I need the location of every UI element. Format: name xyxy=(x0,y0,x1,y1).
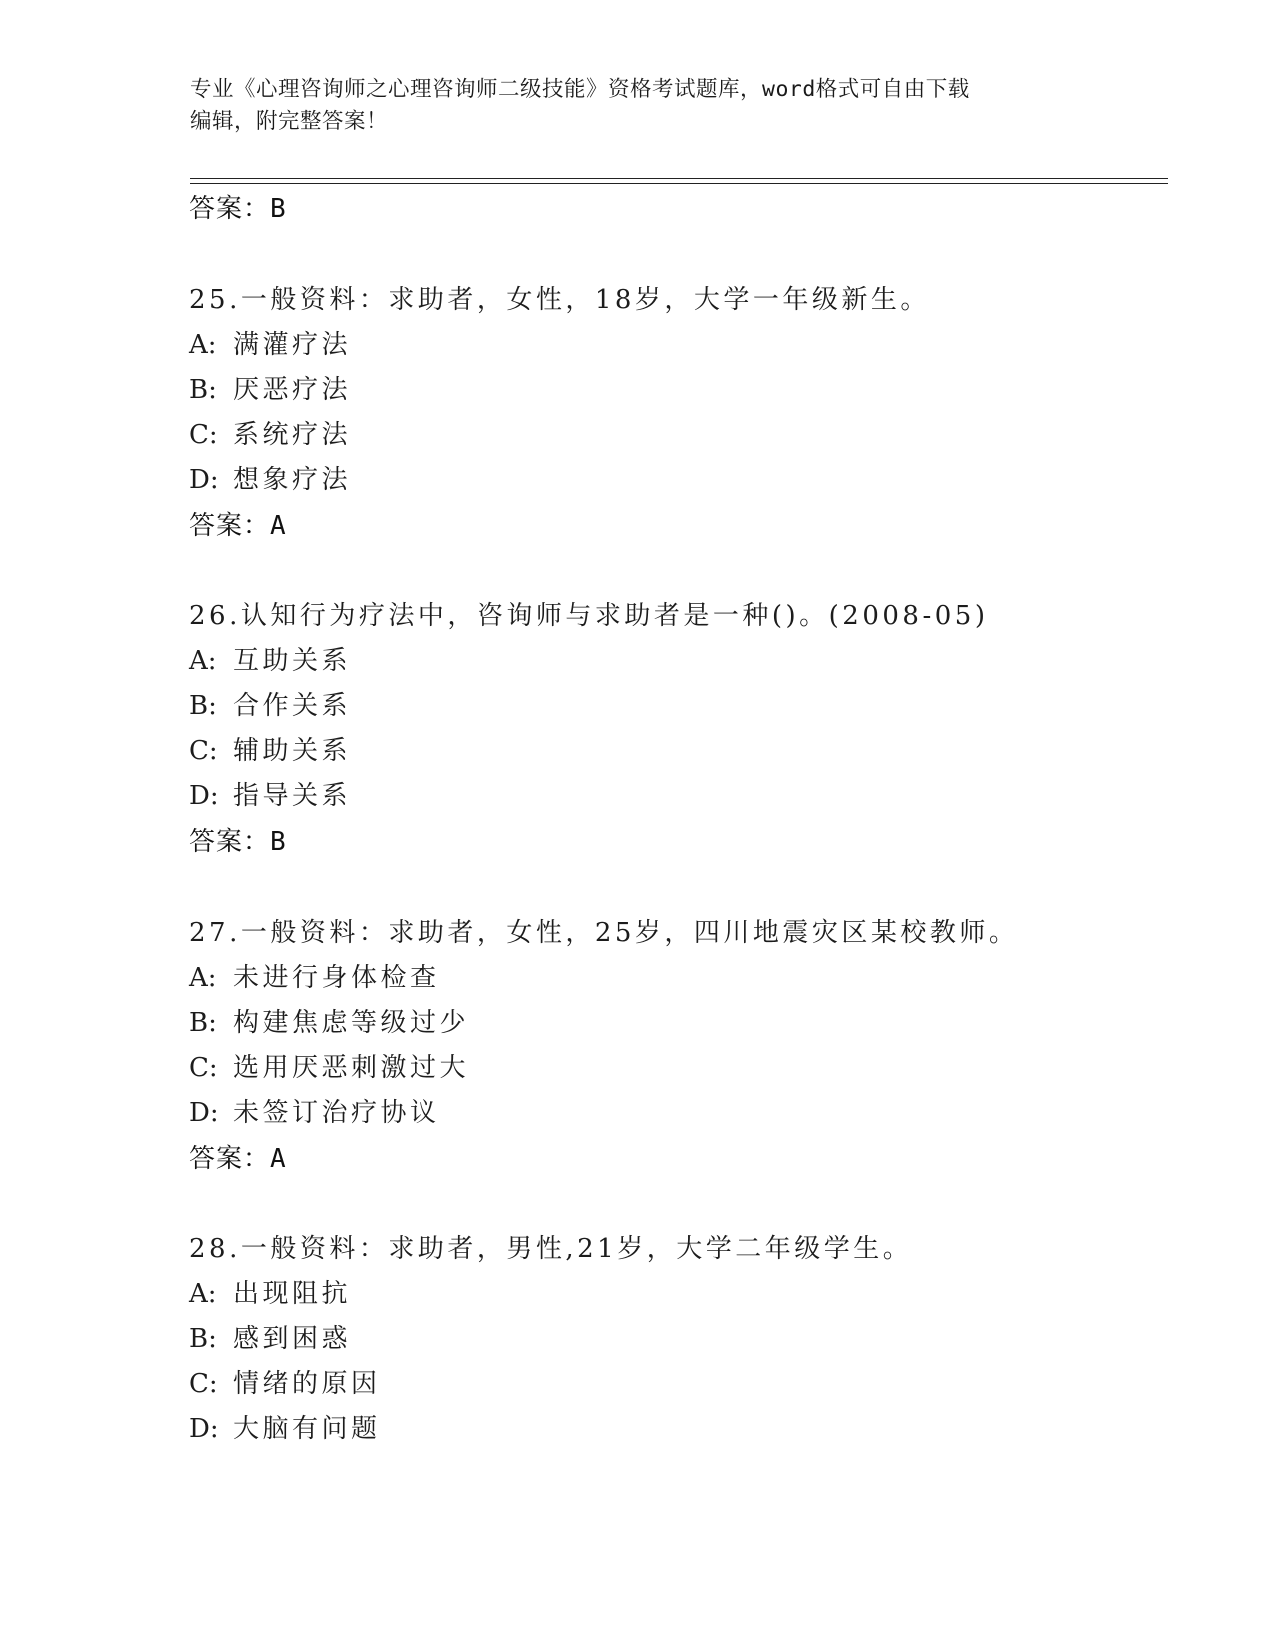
option-item xyxy=(189,1097,440,1129)
option-letter: C: xyxy=(189,736,218,766)
option-text: 厌恶疗法 xyxy=(233,375,352,405)
option-letter: B: xyxy=(189,691,217,721)
option-item xyxy=(189,645,351,677)
option-item xyxy=(189,690,351,722)
option-letter: D: xyxy=(189,781,219,811)
question-stem: 26.认知行为疗法中，咨询师与求助者是一种()。(2008-05) xyxy=(189,601,989,631)
option-item xyxy=(189,1323,351,1355)
answer-label: 答案：B xyxy=(189,827,287,857)
question-stem: 25.一般资料：求助者，女性，18岁，大学一年级新生。 xyxy=(189,285,930,315)
option-item xyxy=(189,1278,351,1310)
header-divider-top xyxy=(190,178,1168,179)
question-stem: 28.一般资料：求助者，男性,21岁，大学二年级学生。 xyxy=(189,1234,913,1264)
document-header xyxy=(190,74,1090,138)
option-letter: A: xyxy=(189,646,217,676)
option-letter: C: xyxy=(189,420,218,450)
option-letter: D: xyxy=(189,1414,219,1444)
option-text: 情绪的原因 xyxy=(233,1369,381,1399)
header-line-1: 专业《心理咨询师之心理咨询师二级技能》资格考试题库，word格式可自由下载 xyxy=(190,77,970,102)
option-item xyxy=(189,464,351,496)
option-item xyxy=(189,780,351,812)
option-text: 出现阻抗 xyxy=(233,1279,352,1309)
option-item xyxy=(189,329,351,361)
option-letter: A: xyxy=(189,963,217,993)
option-text: 辅助关系 xyxy=(233,736,352,766)
answer-label: 答案：A xyxy=(189,511,287,541)
option-letter: A: xyxy=(189,330,217,360)
option-letter: D: xyxy=(189,1098,219,1128)
header-line-2: 编辑，附完整答案！ xyxy=(190,109,389,134)
option-letter: D: xyxy=(189,465,219,495)
option-letter: C: xyxy=(189,1053,218,1083)
option-text: 满灌疗法 xyxy=(233,330,352,360)
option-text: 指导关系 xyxy=(233,781,352,811)
option-text: 互助关系 xyxy=(233,646,352,676)
option-text: 大脑有问题 xyxy=(233,1414,381,1444)
option-text: 选用厌恶刺激过大 xyxy=(233,1053,470,1083)
option-item xyxy=(189,1052,469,1084)
header-divider-bottom xyxy=(190,183,1168,184)
option-text: 构建焦虑等级过少 xyxy=(233,1008,470,1038)
option-letter: B: xyxy=(189,375,217,405)
option-text: 想象疗法 xyxy=(233,465,352,495)
option-text: 合作关系 xyxy=(233,691,352,721)
option-item xyxy=(189,1368,381,1400)
option-item xyxy=(189,419,351,451)
option-text: 感到困惑 xyxy=(233,1324,352,1354)
option-letter: C: xyxy=(189,1369,218,1399)
answer-label: 答案：A xyxy=(189,1144,287,1174)
question-stem: 27.一般资料：求助者，女性，25岁，四川地震灾区某校教师。 xyxy=(189,918,1019,948)
option-text: 未签订治疗协议 xyxy=(233,1098,440,1128)
option-letter: B: xyxy=(189,1008,217,1038)
option-item xyxy=(189,374,351,406)
option-text: 系统疗法 xyxy=(233,420,352,450)
option-item xyxy=(189,735,351,767)
option-item xyxy=(189,962,440,994)
option-text: 未进行身体检查 xyxy=(233,963,440,993)
option-item xyxy=(189,1413,381,1445)
option-item xyxy=(189,1007,469,1039)
option-letter: B: xyxy=(189,1324,217,1354)
option-letter: A: xyxy=(189,1279,217,1309)
answer-label: 答案：B xyxy=(189,194,287,224)
